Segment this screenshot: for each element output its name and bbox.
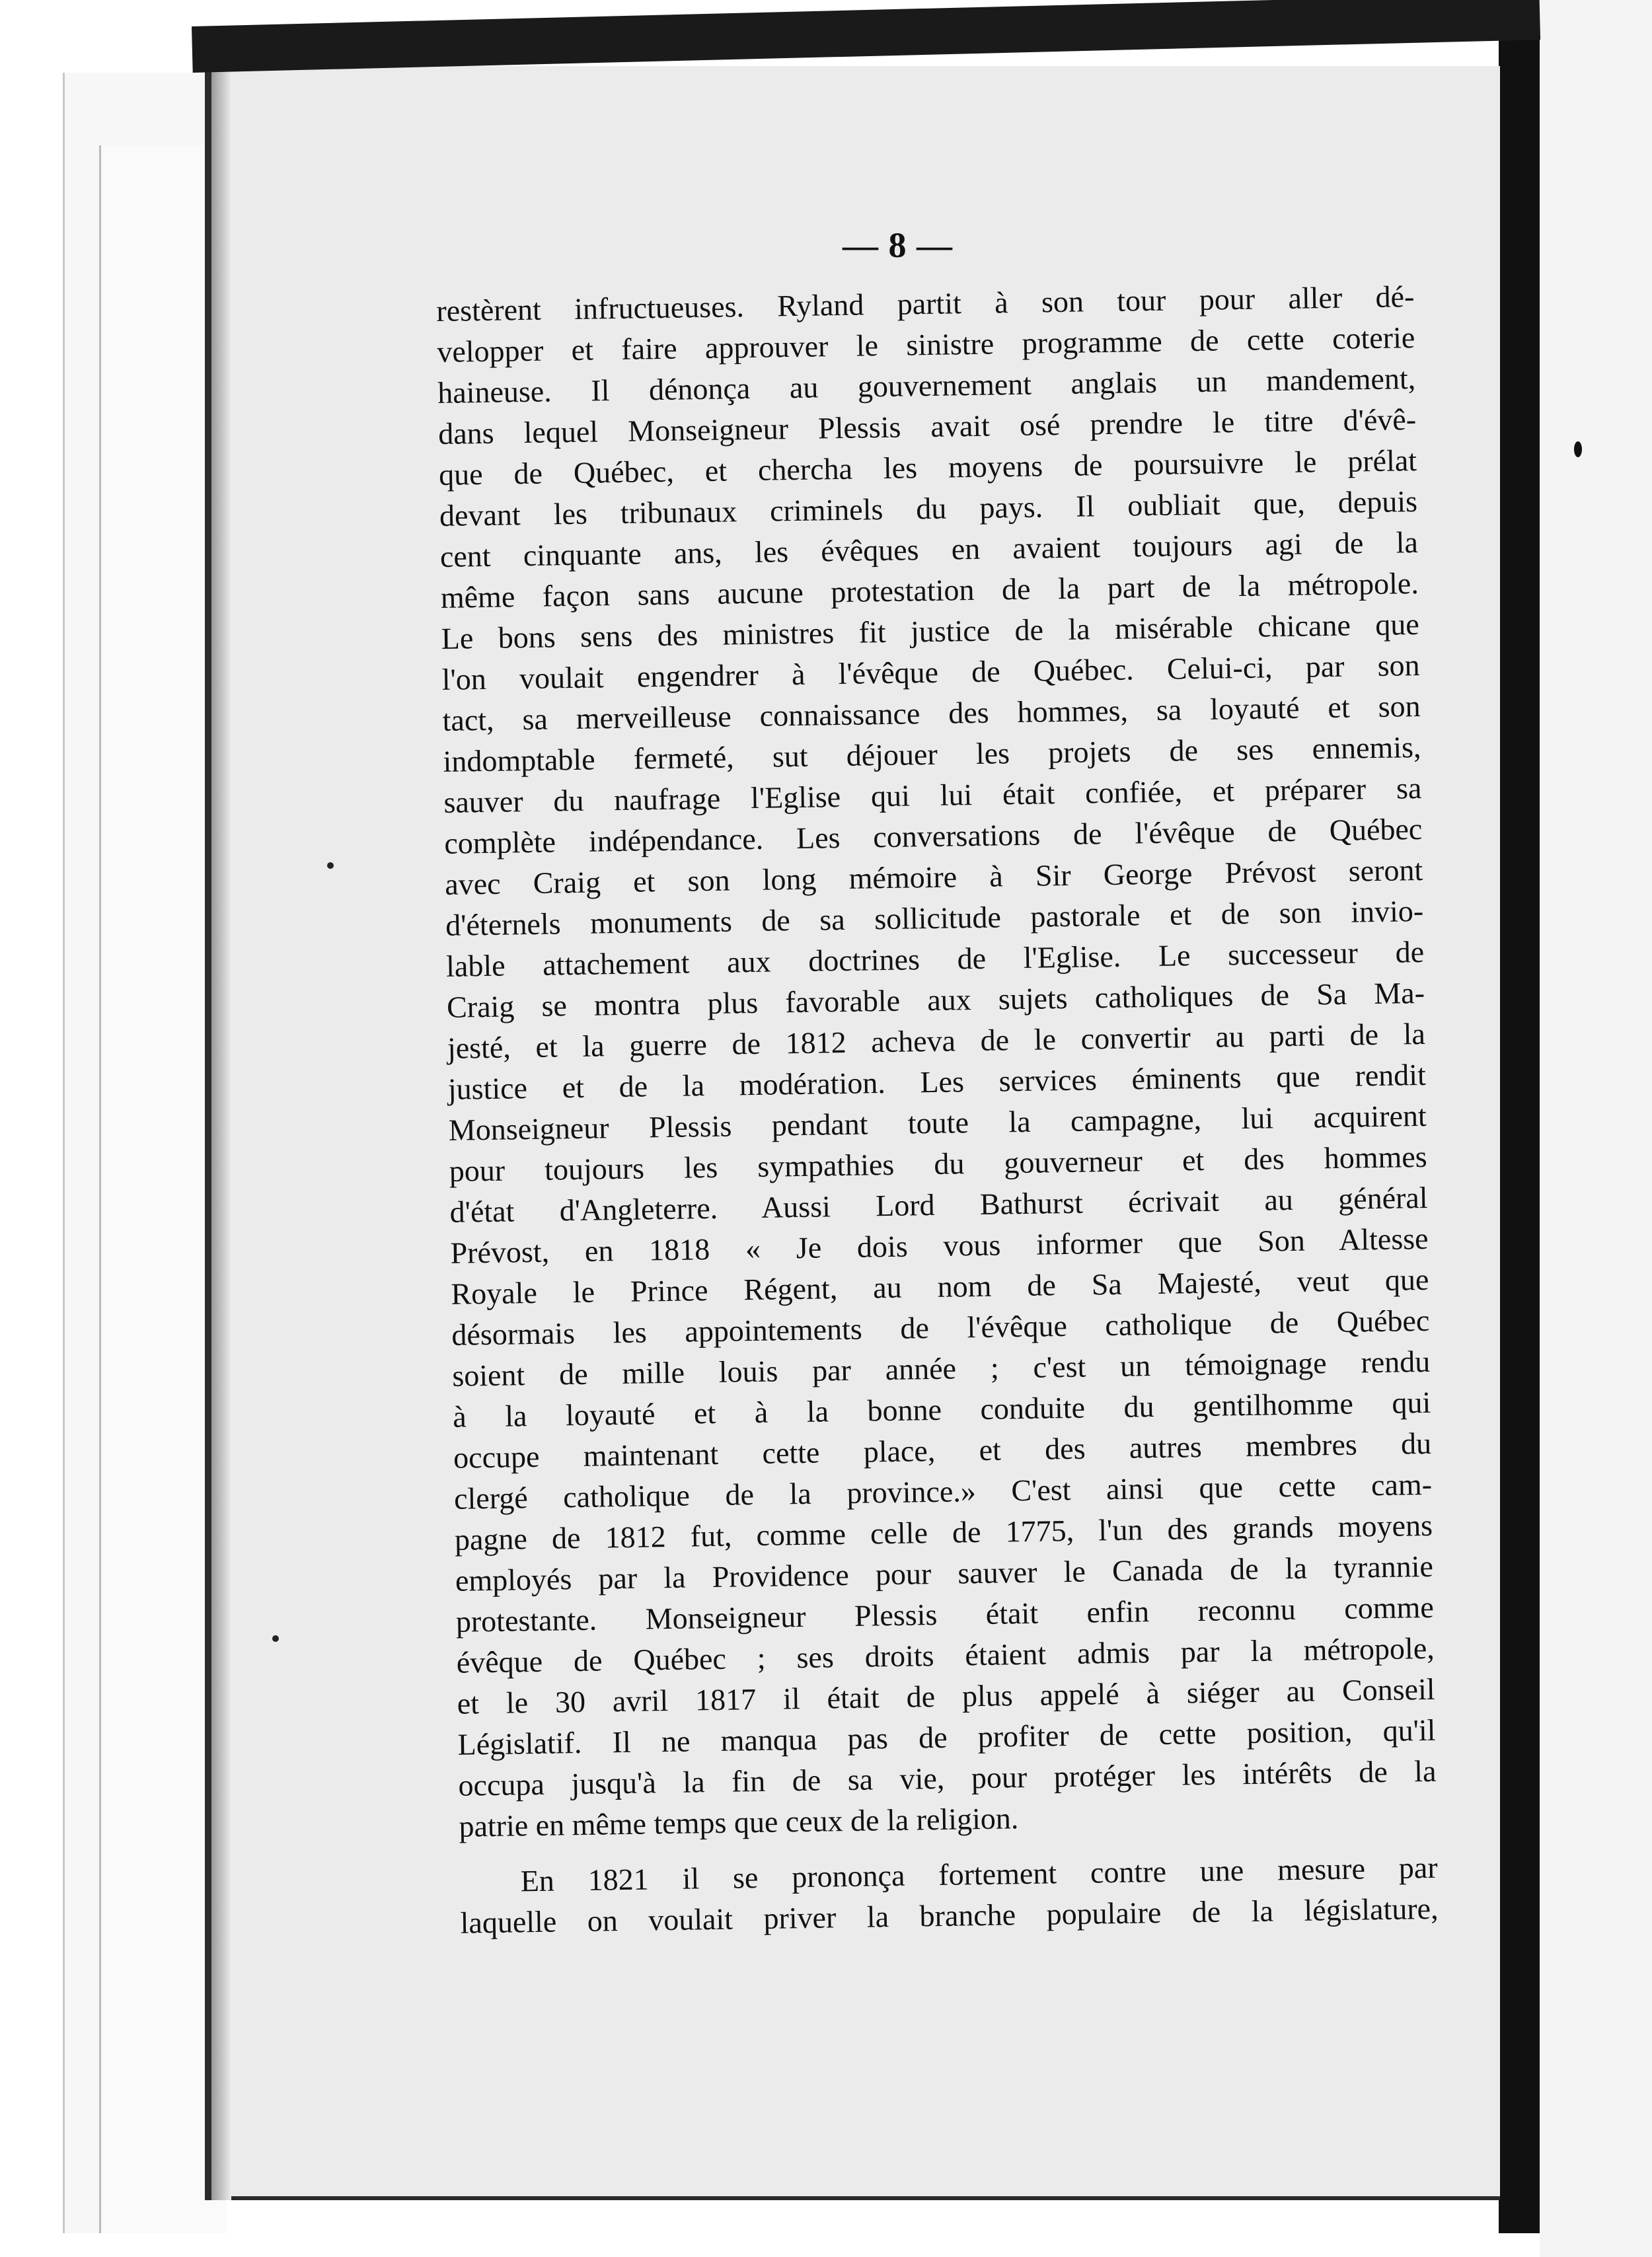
text-line: laquelle on voulait priver la branche populaire de la législature, [460, 1891, 1439, 1940]
paragraph [459, 1847, 1439, 1944]
text-line: même façon sans aucune protestation de la part de la métropole. [440, 566, 1419, 614]
text-line: dans lequel Monseigneur Plessis avait osé prendre le titre d'évê- [437, 402, 1417, 451]
text-line: à la loyauté et à la bonne conduite du gentilhomme qui [452, 1385, 1431, 1434]
text-line: pagne de 1812 fut, comme celle de 1775, l'un des grands moyens [454, 1508, 1433, 1557]
right-page-edge [1499, 20, 1540, 2233]
text-line: devant les tribunaux criminels du pays. Il oubliait que, depuis [439, 484, 1418, 533]
text-line: Le bons sens des ministres fit justice de la misérable chicane que [441, 607, 1420, 655]
text-line: pour toujours les sympathies du gouverneur et des hommes [449, 1139, 1427, 1188]
body-text [436, 276, 1439, 1944]
text-line: velopper et faire approuver le sinistre programme de cette coterie [436, 320, 1415, 369]
page-number: — 8 — [843, 225, 953, 265]
text-line: et le 30 avril 1817 il était de plus appelé à siéger au Conseil [457, 1672, 1435, 1720]
text-line: Royale le Prince Régent, au nom de Sa Majesté, veut que [451, 1262, 1429, 1311]
text-line: que de Québec, et chercha les moyens de poursuivre le prélat [438, 443, 1417, 492]
text-line: tact, sa merveilleuse connaissance des hommes, sa loyauté et son [442, 688, 1421, 737]
text-line: Prévost, en 1818 « Je dois vous informer que Son Altesse [450, 1221, 1429, 1270]
text-line: employés par la Providence pour sauver le Canada de la tyrannie [455, 1549, 1434, 1598]
text-line: Craig se montra plus favorable aux sujets catholiques de Sa Ma- [446, 975, 1425, 1024]
text-line: complète indépendance. Les conversations de l'évêque de Québec [444, 811, 1423, 860]
text-line: clergé catholique de la province.» C'est ainsi que cette cam- [453, 1467, 1433, 1516]
text-line: sauver du naufrage l'Eglise qui lui était confiée, et préparer sa [443, 770, 1422, 819]
scan-speck [1574, 441, 1582, 457]
text-line: occupa jusqu'à la fin de sa vie, pour protéger les intérêts de la [458, 1754, 1437, 1802]
text-line: protestante. Monseigneur Plessis était enfin reconnu comme [455, 1590, 1435, 1639]
text-line: cent cinquante ans, les évêques en avaient toujours agi de la [439, 525, 1419, 574]
text-line: restèrent infructueuses. Ryland partit à son tour pour aller dé- [436, 279, 1415, 328]
text-line: soient de mille louis par année ; c'est un témoignage rendu [451, 1344, 1431, 1393]
text-line: jesté, et la guerre de 1812 acheva de le convertir au parti de la [447, 1016, 1426, 1065]
text-line: En 1821 il se prononça fortement contre une mesure par [520, 1850, 1438, 1898]
text-line: Monseigneur Plessis pendant toute la campagne, lui acquirent [448, 1098, 1427, 1147]
text-line: patrie en même temps que ceux de la religion. [459, 1801, 1019, 1843]
text-line: d'état d'Angleterre. Aussi Lord Bathurst écrivait au général [449, 1180, 1428, 1229]
scan-speck [272, 1635, 279, 1642]
text-line: d'éternels monuments de sa sollicitude pastorale et de son invio- [445, 893, 1424, 942]
text-line: haineuse. Il dénonça au gouvernement anglais un mandement, [437, 361, 1416, 410]
text-line: l'on voulait engendrer à l'évêque de Québec. Celui-ci, par son [441, 648, 1420, 696]
text-line: occupe maintenant cette place, et des autres membres du [453, 1426, 1432, 1475]
text-line: Législatif. Il ne manqua pas de profiter de cette position, qu'il [457, 1713, 1436, 1761]
text-line: désormais les appointements de l'évêque catholique de Québec [451, 1303, 1430, 1352]
right-scan-margin [1540, 0, 1652, 2257]
text-line: lable attachement aux doctrines de l'Eglise. Le successeur de [445, 934, 1425, 983]
text-line: indomptable fermeté, sut déjouer les projets de ses ennemis, [443, 729, 1421, 778]
page-gutter-shadow [211, 66, 231, 2200]
scan-speck [327, 862, 334, 869]
text-line: avec Craig et son long mémoire à Sir George Prévost seront [444, 852, 1423, 901]
text-line: évêque de Québec ; ses droits étaient admis par la métropole, [456, 1631, 1435, 1680]
paragraph [436, 276, 1437, 1847]
text-line: justice et de la modération. Les services éminents que rendit [447, 1057, 1427, 1106]
